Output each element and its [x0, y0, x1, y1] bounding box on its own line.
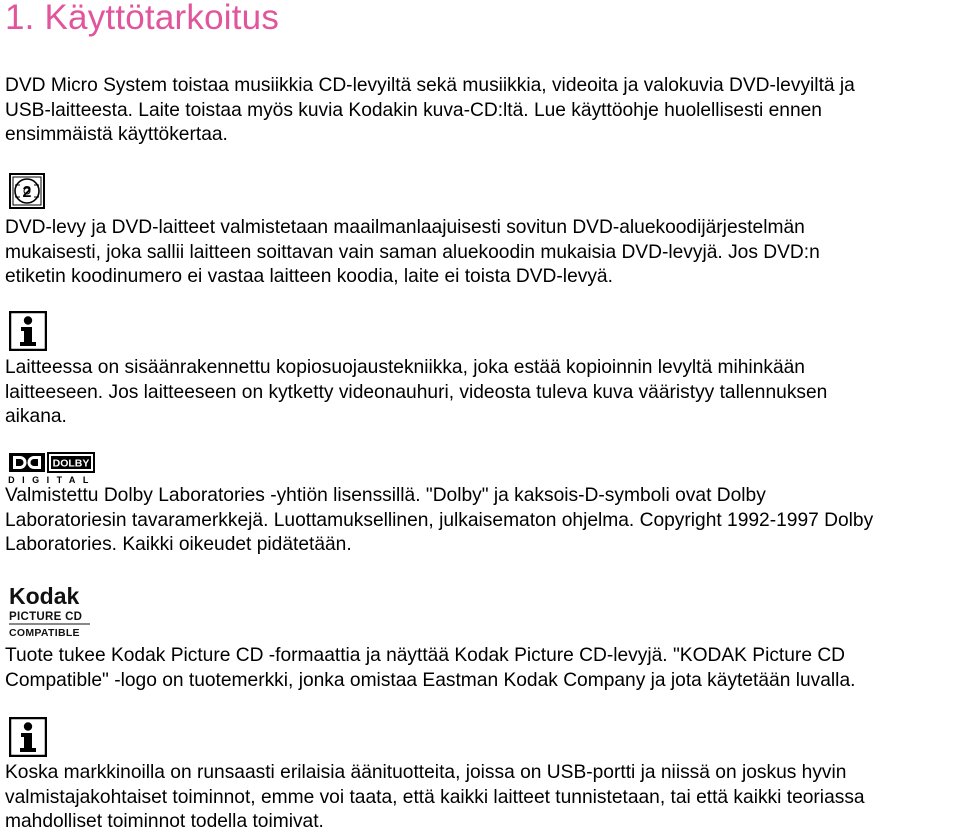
intro-paragraph	[5, 74, 959, 148]
dolby-line: Laboratoriesin tavaramerkkejä. Luottamuksellinen, julkaisematon ohjelma. Copyright 1992-1997 Dolby	[5, 509, 874, 531]
intro-line: USB-laitteesta. Laite toistaa myös kuvia Kodakin kuva-CD:ltä. Lue käyttöohje huolellisesti ennen	[5, 99, 822, 121]
copy-protection-line: Laitteessa on sisäänrakennettu kopiosuojaustekniikka, joka estää kopioinnin levyltä mihinkään	[5, 357, 805, 378]
dolby-line: Valmistettu Dolby Laboratories -yhtiön lisenssillä. "Dolby" ja kaksois-D-symboli ovat Dolby	[5, 485, 766, 506]
copy-protection-line: laitteeseen. Jos laitteeseen on kytketty videonauhuri, videosta tuleva kuva vääristyy tallennuksen	[5, 381, 828, 403]
usb-note-paragraph	[5, 761, 959, 835]
region-line: DVD-levy ja DVD-laitteet valmistetaan maailmanlaajuisesti sovitun DVD-aluekoodijärjestelmän	[5, 217, 805, 238]
dolby-line: Laboratories. Kaikki oikeudet pidätetään.	[5, 534, 352, 555]
dolby-logo-sub: DIGITAL	[8, 475, 96, 484]
usb-note-line: Koska markkinoilla on runsaasti erilaisia äänituotteita, joissa on USB-portti ja niissä on joskus hyvin	[5, 762, 847, 783]
kodak-logo-line1: PICTURE CD	[9, 611, 83, 623]
kodak-paragraph	[5, 644, 959, 693]
info-icon	[9, 717, 47, 757]
kodak-picture-cd-logo	[8, 583, 94, 639]
section-heading: 1. Käyttötarkoitus	[5, 0, 280, 37]
region-line: etiketin koodinumero ei vastaa laitteen koodia, laite ei toista DVD-levyä.	[5, 266, 613, 287]
copy-protection-paragraph	[5, 356, 959, 430]
copy-protection-line: aikana.	[5, 406, 67, 427]
usb-note-line: valmistajakohtaiset toiminnot, emme voi taata, että kaikki laitteet tunnistetaan, tai että kaikki teoriassa	[5, 786, 865, 808]
kodak-logo-brand: Kodak	[9, 583, 80, 609]
region-paragraph	[5, 216, 959, 290]
intro-line: DVD Micro System toistaa musiikkia CD-levyiltä sekä musiikkia, videoita ja valokuvia DVD-levyiltä ja	[5, 75, 855, 96]
dolby-paragraph	[5, 484, 959, 558]
region-line: mukaisesti, joka sallii laitteen soittavan vain saman aluekoodin mukaisia DVD-levyjä. Jos DVD:n	[5, 241, 820, 263]
kodak-line: Compatible" -logo on tuotemerkki, jonka omistaa Eastman Kodak Company ja jota käytetään luvalla.	[5, 669, 856, 691]
region-code-icon	[9, 173, 45, 209]
usb-note-line: mahdolliset toiminnot todella toimivat.	[5, 811, 324, 832]
dolby-digital-logo	[8, 452, 96, 484]
intro-line: ensimmäistä käyttökertaa.	[5, 124, 228, 145]
info-icon	[9, 311, 47, 351]
kodak-line: Tuote tukee Kodak Picture CD -formaattia ja näyttää Kodak Picture CD-levyjä. "KODAK Picture CD	[5, 645, 846, 666]
dolby-logo-word: DOLBY	[52, 457, 90, 470]
kodak-logo-line2: COMPATIBLE	[9, 627, 80, 639]
region-code-number: 2	[22, 184, 32, 201]
